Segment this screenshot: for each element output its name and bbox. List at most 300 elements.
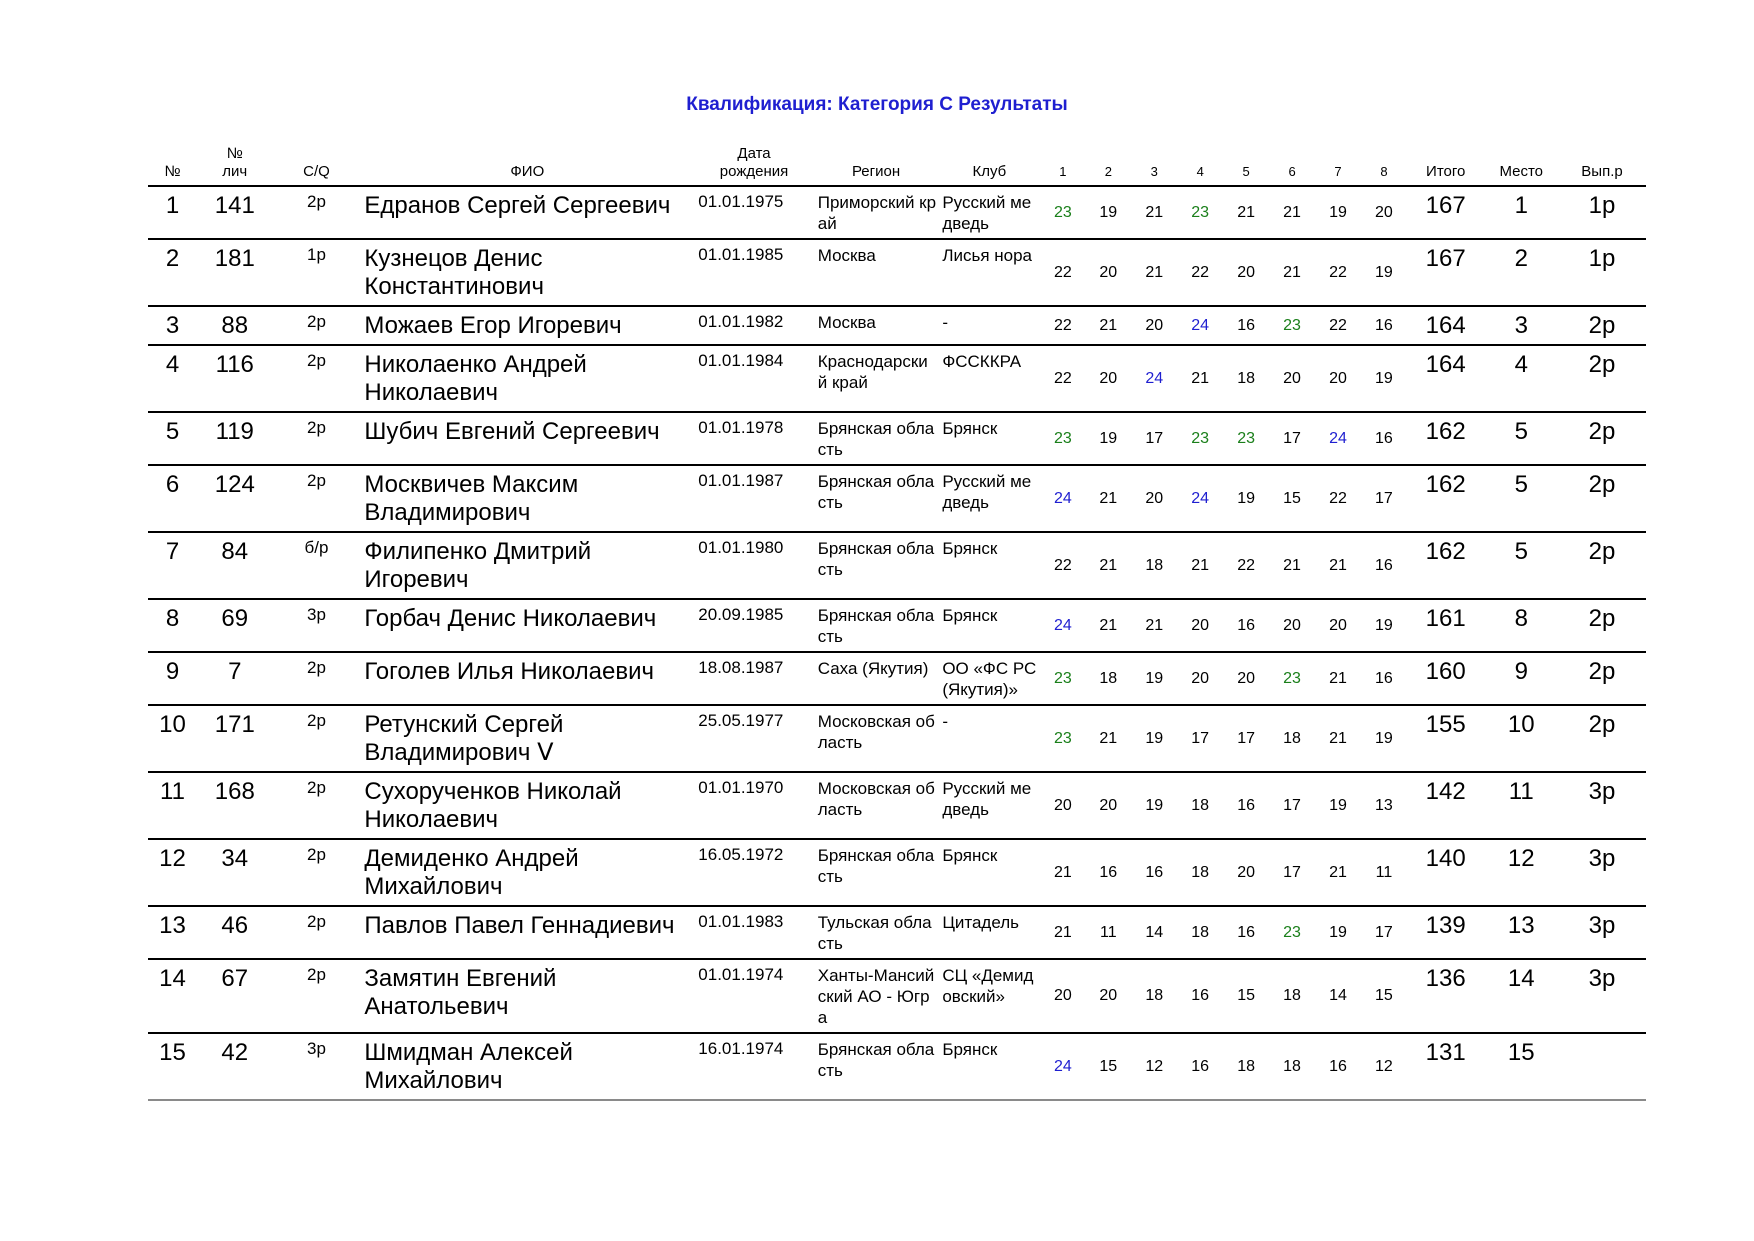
cell-num: 5	[148, 412, 197, 465]
cell-series-8: 16	[1361, 412, 1407, 465]
cell-place: 12	[1485, 839, 1559, 906]
cell-cq: 2р	[273, 345, 361, 412]
table-row	[148, 306, 1646, 345]
cell-lich: 7	[197, 652, 273, 705]
cell-series-2: 21	[1085, 306, 1131, 345]
cell-fio: Николаенко Андрей Николаевич	[360, 345, 694, 412]
cell-club: Русский медведь	[938, 465, 1040, 532]
cell-fio: Павлов Павел Геннадиевич	[360, 906, 694, 959]
cell-fio: Замятин Евгений Анатольевич	[360, 959, 694, 1033]
header-series-2: 2	[1085, 145, 1131, 186]
cell-region: Брянская область	[814, 1033, 939, 1100]
results-body	[148, 186, 1646, 1100]
cell-series-8: 13	[1361, 772, 1407, 839]
cell-series-3: 19	[1131, 705, 1177, 772]
cell-place: 13	[1485, 906, 1559, 959]
cell-num: 13	[148, 906, 197, 959]
cell-series-6: 21	[1269, 186, 1315, 239]
cell-series-7: 21	[1315, 705, 1361, 772]
cell-series-3: 14	[1131, 906, 1177, 959]
cell-series-1: 24	[1040, 465, 1085, 532]
cell-place: 4	[1485, 345, 1559, 412]
cell-series-5: 16	[1223, 906, 1269, 959]
cell-series-5: 19	[1223, 465, 1269, 532]
cell-place: 5	[1485, 532, 1559, 599]
cell-series-4: 18	[1177, 839, 1223, 906]
cell-cq: 2р	[273, 465, 361, 532]
cell-series-3: 21	[1131, 239, 1177, 306]
cell-cq: 3р	[273, 1033, 361, 1100]
cell-series-4: 24	[1177, 306, 1223, 345]
header-series-1: 1	[1040, 145, 1085, 186]
cell-series-1: 23	[1040, 186, 1085, 239]
cell-lich: 84	[197, 532, 273, 599]
header-series-6: 6	[1269, 145, 1315, 186]
cell-series-2: 21	[1085, 705, 1131, 772]
cell-total: 142	[1407, 772, 1485, 839]
header-series-7: 7	[1315, 145, 1361, 186]
cell-fio: Кузнецов Денис Константинович	[360, 239, 694, 306]
cell-series-2: 19	[1085, 186, 1131, 239]
cell-fio: Шубич Евгений Сергеевич	[360, 412, 694, 465]
cell-lich: 116	[197, 345, 273, 412]
cell-series-6: 23	[1269, 306, 1315, 345]
cell-series-2: 19	[1085, 412, 1131, 465]
cell-dob: 01.01.1987	[694, 465, 813, 532]
cell-club: Русский медведь	[938, 772, 1040, 839]
cell-fio: Ретунский Сергей Владимирович ᐯ	[360, 705, 694, 772]
cell-series-5: 22	[1223, 532, 1269, 599]
cell-vyp: 1р	[1558, 186, 1646, 239]
cell-cq: 2р	[273, 906, 361, 959]
cell-region: Москва	[814, 239, 939, 306]
cell-lich: 181	[197, 239, 273, 306]
cell-cq: 2р	[273, 306, 361, 345]
cell-series-8: 15	[1361, 959, 1407, 1033]
cell-num: 3	[148, 306, 197, 345]
cell-series-2: 11	[1085, 906, 1131, 959]
header-series-3: 3	[1131, 145, 1177, 186]
cell-dob: 20.09.1985	[694, 599, 813, 652]
cell-series-4: 18	[1177, 906, 1223, 959]
cell-series-2: 21	[1085, 465, 1131, 532]
cell-club: Брянск	[938, 412, 1040, 465]
cell-place: 15	[1485, 1033, 1559, 1100]
cell-series-4: 18	[1177, 772, 1223, 839]
header-total: Итого	[1407, 145, 1485, 186]
cell-fio: Демиденко Андрей Михайлович	[360, 839, 694, 906]
cell-series-3: 18	[1131, 532, 1177, 599]
cell-lich: 171	[197, 705, 273, 772]
cell-series-1: 22	[1040, 239, 1085, 306]
cell-total: 140	[1407, 839, 1485, 906]
cell-series-2: 20	[1085, 772, 1131, 839]
cell-series-2: 21	[1085, 532, 1131, 599]
cell-fio: Гоголев Илья Николаевич	[360, 652, 694, 705]
cell-total: 167	[1407, 239, 1485, 306]
cell-series-1: 21	[1040, 839, 1085, 906]
cell-dob: 16.05.1972	[694, 839, 813, 906]
cell-region: Краснодарский край	[814, 345, 939, 412]
cell-region: Ханты-Мансийский АО - Югра	[814, 959, 939, 1033]
cell-series-8: 12	[1361, 1033, 1407, 1100]
cell-dob: 01.01.1978	[694, 412, 813, 465]
cell-num: 12	[148, 839, 197, 906]
cell-series-5: 16	[1223, 772, 1269, 839]
cell-place: 5	[1485, 465, 1559, 532]
cell-series-4: 16	[1177, 959, 1223, 1033]
cell-club: Лисья нора	[938, 239, 1040, 306]
cell-series-6: 17	[1269, 412, 1315, 465]
cell-series-3: 19	[1131, 652, 1177, 705]
cell-club: -	[938, 705, 1040, 772]
cell-cq: б/р	[273, 532, 361, 599]
table-row	[148, 705, 1646, 772]
header-lich: № лич	[197, 145, 273, 186]
cell-series-4: 23	[1177, 412, 1223, 465]
cell-series-4: 16	[1177, 1033, 1223, 1100]
cell-series-2: 20	[1085, 239, 1131, 306]
cell-series-7: 20	[1315, 599, 1361, 652]
cell-series-2: 16	[1085, 839, 1131, 906]
cell-series-7: 19	[1315, 186, 1361, 239]
header-place: Место	[1485, 145, 1559, 186]
cell-num: 14	[148, 959, 197, 1033]
cell-series-3: 20	[1131, 465, 1177, 532]
cell-series-6: 23	[1269, 906, 1315, 959]
cell-series-5: 18	[1223, 1033, 1269, 1100]
cell-cq: 2р	[273, 186, 361, 239]
cell-series-3: 19	[1131, 772, 1177, 839]
cell-total: 160	[1407, 652, 1485, 705]
cell-series-8: 16	[1361, 306, 1407, 345]
cell-lich: 46	[197, 906, 273, 959]
header-cq: С/Q	[273, 145, 361, 186]
page-title: Квалификация: Категория С Результаты	[686, 94, 1068, 115]
cell-cq: 3р	[273, 599, 361, 652]
cell-series-5: 16	[1223, 306, 1269, 345]
cell-series-3: 20	[1131, 306, 1177, 345]
table-row	[148, 959, 1646, 1033]
cell-series-5: 21	[1223, 186, 1269, 239]
cell-dob: 25.05.1977	[694, 705, 813, 772]
cell-series-8: 16	[1361, 532, 1407, 599]
cell-series-7: 19	[1315, 906, 1361, 959]
cell-place: 1	[1485, 186, 1559, 239]
cell-fio: Сухорученков Николай Николаевич	[360, 772, 694, 839]
cell-total: 167	[1407, 186, 1485, 239]
table-row	[148, 532, 1646, 599]
cell-series-1: 20	[1040, 959, 1085, 1033]
cell-region: Тульская область	[814, 906, 939, 959]
cell-place: 11	[1485, 772, 1559, 839]
cell-series-8: 20	[1361, 186, 1407, 239]
cell-dob: 01.01.1975	[694, 186, 813, 239]
cell-series-4: 23	[1177, 186, 1223, 239]
cell-lich: 119	[197, 412, 273, 465]
cell-fio: Филипенко Дмитрий Игоревич	[360, 532, 694, 599]
cell-dob: 01.01.1983	[694, 906, 813, 959]
cell-total: 164	[1407, 345, 1485, 412]
cell-num: 11	[148, 772, 197, 839]
cell-num: 4	[148, 345, 197, 412]
cell-vyp: 2р	[1558, 705, 1646, 772]
cell-total: 162	[1407, 465, 1485, 532]
cell-series-5: 20	[1223, 239, 1269, 306]
cell-series-1: 22	[1040, 306, 1085, 345]
table-row	[148, 599, 1646, 652]
header-series-8: 8	[1361, 145, 1407, 186]
cell-lich: 69	[197, 599, 273, 652]
cell-series-6: 18	[1269, 705, 1315, 772]
cell-series-4: 17	[1177, 705, 1223, 772]
cell-fio: Шмидман Алексей Михайлович	[360, 1033, 694, 1100]
cell-cq: 2р	[273, 412, 361, 465]
cell-series-5: 23	[1223, 412, 1269, 465]
cell-series-4: 20	[1177, 599, 1223, 652]
cell-vyp: 2р	[1558, 599, 1646, 652]
cell-region: Брянская область	[814, 839, 939, 906]
cell-series-2: 20	[1085, 959, 1131, 1033]
cell-total: 162	[1407, 532, 1485, 599]
cell-series-4: 21	[1177, 532, 1223, 599]
cell-series-4: 24	[1177, 465, 1223, 532]
cell-place: 5	[1485, 412, 1559, 465]
header-fio: ФИО	[360, 145, 694, 186]
cell-series-6: 17	[1269, 839, 1315, 906]
cell-num: 8	[148, 599, 197, 652]
cell-series-5: 20	[1223, 839, 1269, 906]
cell-series-7: 14	[1315, 959, 1361, 1033]
cell-series-1: 24	[1040, 599, 1085, 652]
cell-dob: 01.01.1974	[694, 959, 813, 1033]
cell-series-7: 24	[1315, 412, 1361, 465]
cell-cq: 2р	[273, 839, 361, 906]
cell-dob: 18.08.1987	[694, 652, 813, 705]
cell-region: Брянская область	[814, 532, 939, 599]
cell-num: 1	[148, 186, 197, 239]
cell-series-3: 21	[1131, 186, 1177, 239]
cell-place: 14	[1485, 959, 1559, 1033]
cell-club: ОО «ФС РС (Якутия)»	[938, 652, 1040, 705]
cell-vyp: 3р	[1558, 839, 1646, 906]
cell-series-6: 18	[1269, 959, 1315, 1033]
cell-series-7: 19	[1315, 772, 1361, 839]
cell-cq: 2р	[273, 652, 361, 705]
cell-series-5: 20	[1223, 652, 1269, 705]
table-row	[148, 345, 1646, 412]
cell-series-1: 23	[1040, 705, 1085, 772]
cell-vyp: 2р	[1558, 345, 1646, 412]
cell-total: 131	[1407, 1033, 1485, 1100]
cell-num: 9	[148, 652, 197, 705]
cell-series-2: 20	[1085, 345, 1131, 412]
cell-series-2: 18	[1085, 652, 1131, 705]
cell-region: Московская область	[814, 772, 939, 839]
cell-dob: 01.01.1980	[694, 532, 813, 599]
cell-cq: 2р	[273, 959, 361, 1033]
cell-num: 7	[148, 532, 197, 599]
cell-series-7: 22	[1315, 306, 1361, 345]
table-row	[148, 906, 1646, 959]
cell-vyp: 2р	[1558, 532, 1646, 599]
cell-series-6: 18	[1269, 1033, 1315, 1100]
cell-club: Брянск	[938, 1033, 1040, 1100]
cell-club: -	[938, 306, 1040, 345]
cell-num: 2	[148, 239, 197, 306]
cell-place: 10	[1485, 705, 1559, 772]
cell-lich: 88	[197, 306, 273, 345]
cell-club: Брянск	[938, 532, 1040, 599]
cell-series-5: 15	[1223, 959, 1269, 1033]
cell-vyp	[1558, 1033, 1646, 1100]
cell-lich: 67	[197, 959, 273, 1033]
cell-series-7: 21	[1315, 839, 1361, 906]
cell-dob: 01.01.1970	[694, 772, 813, 839]
table-row	[148, 772, 1646, 839]
cell-series-4: 22	[1177, 239, 1223, 306]
cell-total: 155	[1407, 705, 1485, 772]
cell-series-1: 20	[1040, 772, 1085, 839]
cell-series-8: 17	[1361, 465, 1407, 532]
cell-region: Приморский край	[814, 186, 939, 239]
cell-series-3: 12	[1131, 1033, 1177, 1100]
cell-club: Цитадель	[938, 906, 1040, 959]
cell-total: 162	[1407, 412, 1485, 465]
cell-series-7: 21	[1315, 652, 1361, 705]
cell-series-8: 17	[1361, 906, 1407, 959]
table-row	[148, 186, 1646, 239]
table-row	[148, 239, 1646, 306]
table-row	[148, 465, 1646, 532]
cell-vyp: 1р	[1558, 239, 1646, 306]
cell-total: 164	[1407, 306, 1485, 345]
cell-total: 136	[1407, 959, 1485, 1033]
cell-lich: 124	[197, 465, 273, 532]
cell-cq: 2р	[273, 772, 361, 839]
cell-series-6: 15	[1269, 465, 1315, 532]
cell-series-7: 16	[1315, 1033, 1361, 1100]
cell-series-7: 20	[1315, 345, 1361, 412]
cell-series-7: 22	[1315, 239, 1361, 306]
cell-lich: 42	[197, 1033, 273, 1100]
header-series-5: 5	[1223, 145, 1269, 186]
cell-club: Русский медведь	[938, 186, 1040, 239]
cell-series-1: 23	[1040, 652, 1085, 705]
cell-vyp: 3р	[1558, 772, 1646, 839]
cell-num: 10	[148, 705, 197, 772]
table-row	[148, 839, 1646, 906]
cell-series-1: 24	[1040, 1033, 1085, 1100]
cell-cq: 2р	[273, 705, 361, 772]
header-dob: Дата рождения	[694, 145, 813, 186]
cell-num: 6	[148, 465, 197, 532]
cell-fio: Можаев Егор Игоревич	[360, 306, 694, 345]
header-region: Регион	[814, 145, 939, 186]
cell-series-8: 19	[1361, 599, 1407, 652]
header-series-4: 4	[1177, 145, 1223, 186]
cell-series-5: 17	[1223, 705, 1269, 772]
cell-series-1: 22	[1040, 345, 1085, 412]
cell-series-1: 23	[1040, 412, 1085, 465]
cell-club: Брянск	[938, 599, 1040, 652]
header-club: Клуб	[938, 145, 1040, 186]
cell-vyp: 2р	[1558, 306, 1646, 345]
cell-place: 2	[1485, 239, 1559, 306]
cell-series-2: 15	[1085, 1033, 1131, 1100]
cell-dob: 16.01.1974	[694, 1033, 813, 1100]
cell-region: Москва	[814, 306, 939, 345]
cell-lich: 141	[197, 186, 273, 239]
header-num: №	[148, 145, 197, 186]
cell-series-5: 18	[1223, 345, 1269, 412]
cell-club: СЦ «Демидовский»	[938, 959, 1040, 1033]
cell-series-7: 22	[1315, 465, 1361, 532]
cell-place: 9	[1485, 652, 1559, 705]
cell-series-6: 21	[1269, 239, 1315, 306]
cell-fio: Едранов Сергей Сергеевич	[360, 186, 694, 239]
header-vyp: Вып.р	[1558, 145, 1646, 186]
cell-series-6: 21	[1269, 532, 1315, 599]
header-row	[148, 145, 1646, 186]
cell-series-6: 20	[1269, 599, 1315, 652]
cell-series-3: 17	[1131, 412, 1177, 465]
cell-fio: Горбач Денис Николаевич	[360, 599, 694, 652]
cell-series-8: 19	[1361, 239, 1407, 306]
cell-series-4: 21	[1177, 345, 1223, 412]
cell-cq: 1р	[273, 239, 361, 306]
cell-region: Брянская область	[814, 599, 939, 652]
cell-region: Брянская область	[814, 465, 939, 532]
cell-series-5: 16	[1223, 599, 1269, 652]
cell-series-6: 23	[1269, 652, 1315, 705]
cell-series-3: 18	[1131, 959, 1177, 1033]
cell-series-6: 17	[1269, 772, 1315, 839]
cell-series-1: 22	[1040, 532, 1085, 599]
cell-lich: 34	[197, 839, 273, 906]
cell-place: 8	[1485, 599, 1559, 652]
cell-region: Московская область	[814, 705, 939, 772]
cell-region: Брянская область	[814, 412, 939, 465]
table-row	[148, 652, 1646, 705]
cell-total: 161	[1407, 599, 1485, 652]
cell-series-3: 16	[1131, 839, 1177, 906]
cell-series-8: 16	[1361, 652, 1407, 705]
cell-dob: 01.01.1985	[694, 239, 813, 306]
cell-vyp: 3р	[1558, 959, 1646, 1033]
cell-vyp: 3р	[1558, 906, 1646, 959]
cell-series-7: 21	[1315, 532, 1361, 599]
cell-club: ФССККРА	[938, 345, 1040, 412]
cell-series-1: 21	[1040, 906, 1085, 959]
cell-series-3: 21	[1131, 599, 1177, 652]
cell-series-8: 19	[1361, 345, 1407, 412]
cell-series-4: 20	[1177, 652, 1223, 705]
cell-vyp: 2р	[1558, 412, 1646, 465]
cell-num: 15	[148, 1033, 197, 1100]
cell-series-3: 24	[1131, 345, 1177, 412]
cell-vyp: 2р	[1558, 465, 1646, 532]
table-row	[148, 412, 1646, 465]
cell-series-6: 20	[1269, 345, 1315, 412]
cell-dob: 01.01.1982	[694, 306, 813, 345]
cell-place: 3	[1485, 306, 1559, 345]
cell-series-2: 21	[1085, 599, 1131, 652]
cell-series-8: 19	[1361, 705, 1407, 772]
cell-vyp: 2р	[1558, 652, 1646, 705]
cell-club: Брянск	[938, 839, 1040, 906]
cell-total: 139	[1407, 906, 1485, 959]
